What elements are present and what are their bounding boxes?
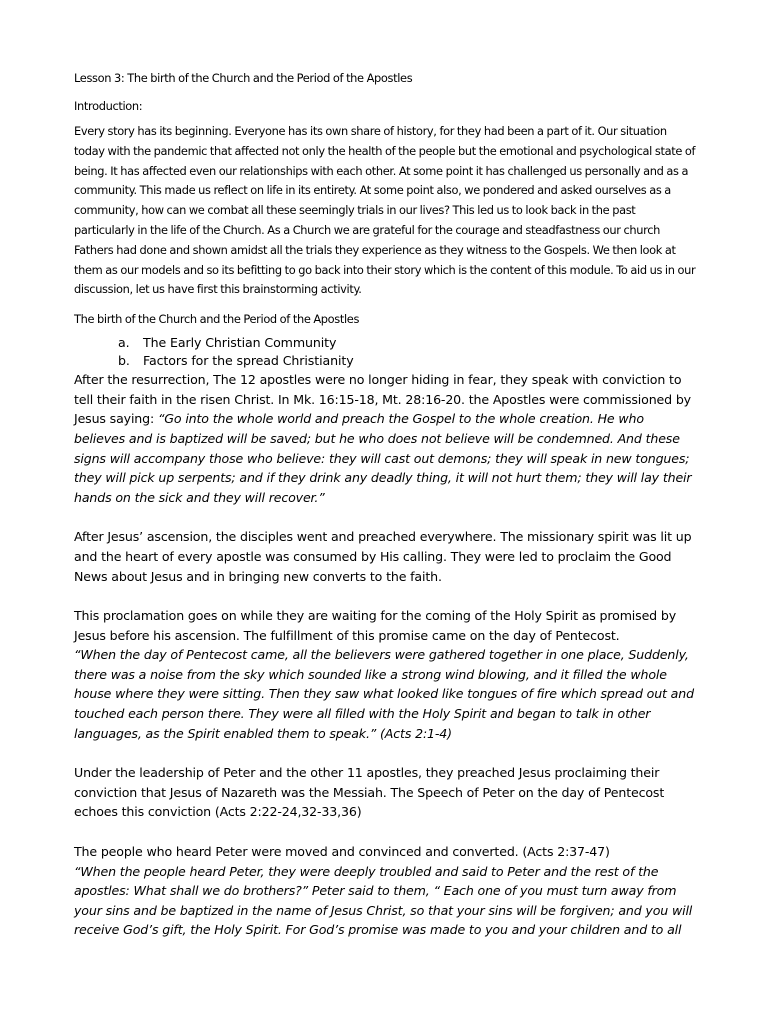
scripture-quote: “When the day of Pentecost came, all the believers were gathered together in one place, Suddenly, there was a noise from the sky which sounded like a strong wind blowing, and it filled the whole house where they were sitting. Then they saw what looked like tongues of fire which spread out and touched each person there. They were all filled with the Holy Spirit and began to talk in other languages, as the Spirit enabled them to speak.” (Acts 2:1-4)	[74, 647, 694, 741]
introduction-paragraph: Every story has its beginning. Everyone has its own share of history, for they had been a part of it. Our situation today with the pandemic that affected not only the health of the people but the emotional and psychological state of being. It has affected even our relationships with each other. At some point it has challenged us personally and as a community. This made us reflect on life in its entirety. At some point also, we pondered and asked ourselves as a community, how can we combat all these seemingly trials in our lives? This led us to look back in the past particularly in the life of the Church. As a Church we are grateful for the courage and steadfastness our church Fathers had done and shown amidst all the trials they experience as they witness to the Gospels. We then look at them as our models and so its befitting to go back into their story which is the content of this module. To aid us in our discussion, let us have first this brainstorming activity.	[74, 124, 696, 297]
introduction-label: Introduction:	[74, 99, 143, 113]
scripture-quote: “When the people heard Peter, they were deeply troubled and said to Peter and the rest of the apostles: What shall we do brothers?” Peter said to them, “ Each one of you must turn away from your sins and be baptized in the name of Jesus Christ, so that your sins will be forgiven; and you will receive God’s gift, the Holy Spirit. For God’s promise was made to you and your children and to all	[74, 863, 693, 938]
lesson-title: Lesson 3: The birth of the Church and the Period of the Apostles	[74, 71, 413, 85]
body-paragraph-ascension	[74, 527, 698, 586]
paragraph-text: After Jesus’ ascension, the disciples went and preached everywhere. The missionary spirit was lit up and the heart of every apostle was consumed by His calling. They were led to proclaim the Good News about Jesus and in bringing new converts to the faith.	[74, 529, 692, 584]
body-paragraph-conversion	[74, 842, 698, 940]
body-paragraph-resurrection	[74, 370, 698, 507]
body-paragraph-pentecost	[74, 606, 698, 743]
topic-list	[74, 334, 698, 370]
topic-item	[118, 352, 698, 370]
section-heading: The birth of the Church and the Period of the Apostles	[74, 312, 360, 327]
paragraph-text: The people who heard Peter were moved and convinced and converted. (Acts 2:37-47)	[74, 844, 610, 860]
topic-label: Factors for the spread Christianity	[143, 353, 354, 369]
paragraph-text: Under the leadership of Peter and the other 11 apostles, they preached Jesus proclaiming their conviction that Jesus of Nazareth was the Messiah. The Speech of Peter on the day of Pentecost echoes this conviction (Acts 2:22-24,32-33,36)	[74, 765, 665, 820]
paragraph-text: This proclamation goes on while they are waiting for the coming of the Holy Spirit as promised by Jesus before his ascension. The fulfillment of this promise came on the day of Pentecost.	[74, 608, 677, 643]
body-paragraph-leadership	[74, 763, 698, 822]
topic-item	[118, 334, 698, 352]
paragraph-text: After the resurrection, The 12 apostles were no longer hiding in fear, they speak with conviction to tell their faith in the risen Christ. In Mk. 16:15-18, Mt. 28:16-20. the Apostles were commissioned by Jesus saying:	[74, 372, 691, 427]
scripture-quote: “Go into the whole world and preach the Gospel to the whole creation. He who believes and is baptized will be saved; but he who does not believe will be condemned. And these signs will accompany those who believe: they will cast out demons; they will speak in new tongues; they will pick up serpents; and if they drink any deadly thing, it will not hurt them; they will lay their hands on the sick and they will recover.”	[74, 411, 692, 505]
topic-marker: a.	[118, 335, 130, 351]
topic-label: The Early Christian Community	[143, 335, 337, 351]
topic-marker: b.	[118, 353, 130, 369]
